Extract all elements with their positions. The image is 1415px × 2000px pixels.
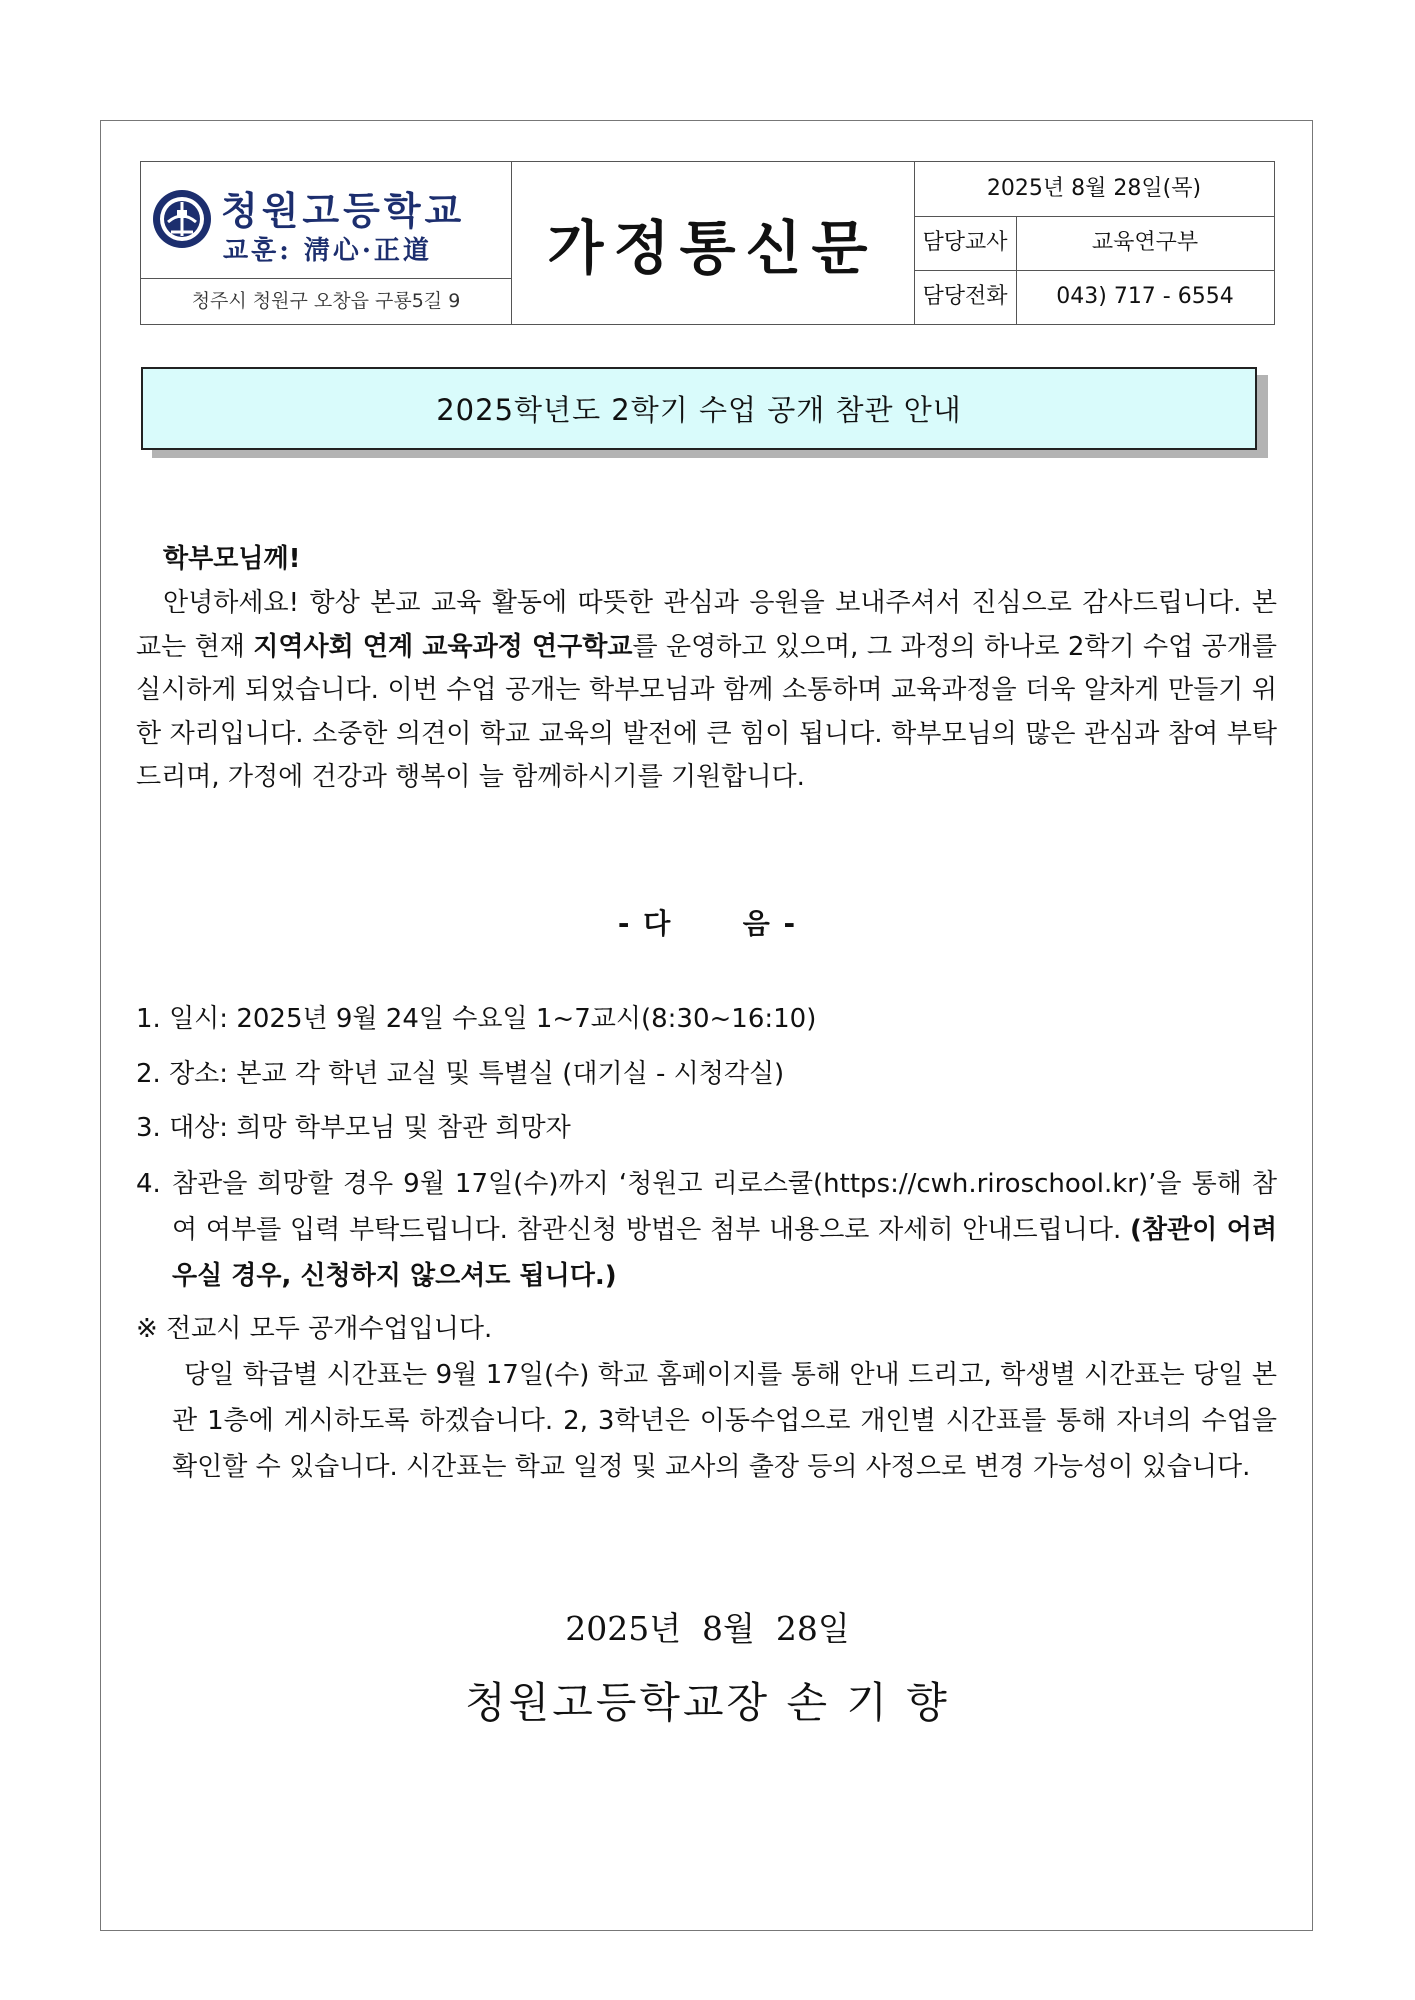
document-title: 가정통신문: [547, 214, 878, 282]
note-text: 당일 학급별 시간표는 9월 17일(수) 학교 홈페이지를 통해 안내 드리고, 학생별 시간표는 당일 본관 1층에 게시하도록 하겠습니다. 2, 3학년은 이동수업으로 개인별 시간표를 통해 자녀의 수업을 확인할 수 있습니다. 시간표는 학교 일정 및 교사의 출장 등의 사정으로 변경 가능성이 있습니다.: [172, 1360, 1277, 1482]
note-paragraph: [172, 1352, 1277, 1490]
school-motto: 교훈: 淸心·正道: [223, 236, 432, 266]
notice-item-4: [136, 1161, 1277, 1299]
letter-text-bold: 지역사회 연계 교육과정 연구학교: [253, 631, 633, 662]
notice-item-3: 3. 대상: 희망 학부모님 및 참관 희망자: [136, 1113, 571, 1143]
greeting: 학부모님께!: [163, 544, 301, 574]
school-logo-block: [141, 162, 511, 278]
notice-item-2: 2. 장소: 본교 각 학년 교실 및 특별실 (대기실 - 시청각실): [136, 1059, 785, 1089]
school-emblem-icon: [151, 188, 213, 250]
notice-title-banner: 2025학년도 2학기 수업 공개 참관 안내: [141, 367, 1257, 450]
letter-text-start: 안녕하세요! 항상 본교 교육 활동에 따뜻한 관심과 응원을 보내주셔서 진심으로 감사드립니다. 본교는 현재: [136, 588, 1277, 662]
issue-date: 2025년 8월 28일(목): [986, 176, 1202, 201]
header-table: [140, 161, 1275, 325]
letter-paragraph: [136, 582, 1277, 800]
teacher-value: 교육연구부: [1091, 230, 1199, 255]
notice-heading: - 다 음 -: [617, 907, 798, 940]
signature-date: 2025년 8월 28일: [565, 1609, 850, 1648]
notice-item-4-text: 참관을 희망할 경우 9월 17일(수)까지 ‘청원고 리로스쿨(https://cwh.riroschool.kr)’을 통해 참여 여부를 입력 부탁드립니다. 참관신청 방법은 첨부 내용으로 자세히 안내드립니다.: [172, 1169, 1277, 1245]
notice-item-4-number: 4.: [136, 1169, 161, 1199]
notice-item-4-bold: (참관이 어려우실 경우, 신청하지 않으셔도 됩니다.): [172, 1215, 1278, 1291]
phone-label: 담당전화: [922, 284, 1008, 309]
signer-name: 청원고등학교장 손 기 향: [465, 1678, 950, 1727]
school-name: 청원고등학교: [221, 188, 466, 233]
school-address: 청주시 청원구 오창읍 구룡5길 9: [191, 290, 461, 312]
notice-item-4-body: [172, 1161, 1277, 1299]
teacher-label: 담당교사: [922, 230, 1008, 255]
note-heading: ※ 전교시 모두 공개수업입니다.: [136, 1314, 493, 1344]
phone-value: 043) 717 - 6554: [1056, 284, 1234, 309]
letter-text-rest: 를 운영하고 있으며, 그 과정의 하나로 2학기 수업 공개를 실시하게 되었습니다. 이번 수업 공개는 학부모님과 함께 소통하며 교육과정을 더욱 알차게 만들기 위한 자리입니다. 소중한 의견이 학교 교육의 발전에 큰 힘이 됩니다. 학부모님의 많은 관심과 참여 부탁드리며, 가정에 건강과 행복이 늘 함께하시기를 기원합니다.: [136, 631, 1277, 793]
notice-item-1: 1. 일시: 2025년 9월 24일 수요일 1~7교시(8:30~16:10): [136, 1004, 817, 1034]
